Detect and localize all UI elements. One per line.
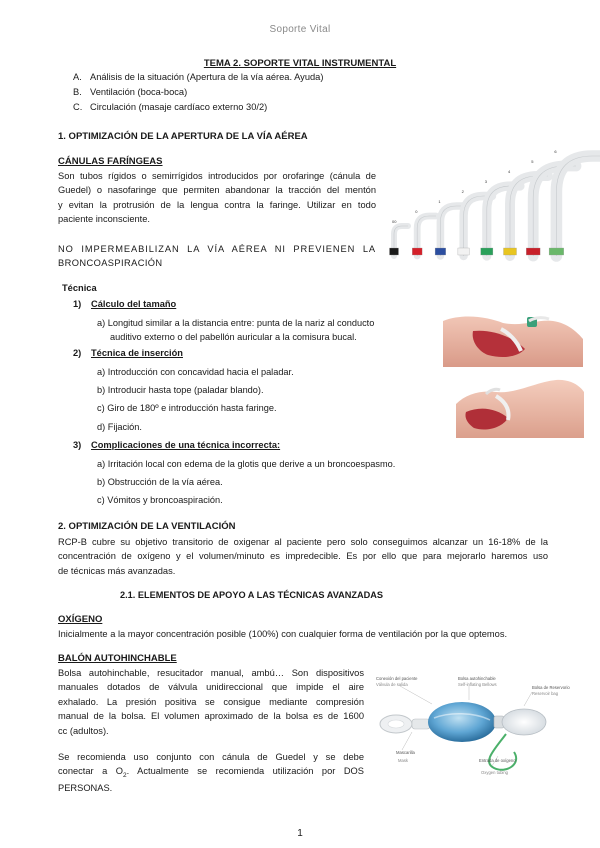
cannula-flange-3: [481, 248, 493, 255]
cannula-insertion-image-1: [443, 307, 583, 367]
cannula-flange-0: [412, 248, 422, 255]
cannula-number-00: 00: [392, 219, 397, 224]
step-3-heading: 3) Complicaciones de una técnica incorrecta:: [73, 440, 281, 450]
canulas-heading: CÁNULAS FARÍNGEAS: [58, 156, 163, 167]
cannula-flange-00: [390, 248, 399, 255]
cannula-flange-1: [435, 248, 446, 255]
warning-text: NO IMPERMEABILIZAN LA VÍA AÉREA NI PREVIENEN LA BRONCOASPIRACIÓN: [58, 244, 376, 269]
ambu-label-l1: Conexión del paciente: [376, 676, 418, 681]
ambu-label-b2: Mask: [398, 758, 409, 763]
cannula-flange-5: [526, 248, 540, 255]
step-1-item-a: a) Longitud similar a la distancia entre: punta de la nariz al conducto auditivo externo o del pabellón auricular a la comisura bucal.: [97, 318, 375, 343]
cannula-6: [556, 156, 600, 256]
oxigeno-heading: OXÍGENO: [58, 614, 103, 625]
balon-heading: BALÓN AUTOHINCHABLE: [58, 653, 177, 664]
cannula-number-2: 2: [461, 189, 464, 194]
guedel-cannulas-image: [388, 149, 578, 265]
ambu-label-b4: Oxygen tubing: [481, 770, 509, 775]
canulas-paragraph: Son tubos rígidos o semirrígidos introducidos por orofaringe (cánula de Guedel) o nasofaringe que permiten abandonar la tracción del mentón y evitan la protrusión de la lengua contra la faringe. Utilizar en todo paciente inconsciente.: [58, 171, 376, 225]
ambu-label-r3: Bolsa de Reservorio: [532, 685, 570, 690]
running-header: Soporte Vital: [269, 24, 331, 35]
tecnica-label: Técnica: [62, 283, 97, 293]
cannula-flange-2: [458, 248, 469, 255]
step-2-heading: 2) Técnica de inserción: [73, 348, 183, 358]
cannula-insertion-image-2: [456, 374, 584, 438]
page-title: TEMA 2. SOPORTE VITAL INSTRUMENTAL: [203, 58, 397, 69]
step-2-item-a: a) Introducción con concavidad hacia el paladar.: [97, 367, 294, 377]
step-2-item-d: d) Fijación.: [97, 422, 142, 432]
balon-paragraph-2: Se recomienda uso conjunto con cánula de Guedel y se debe conectar a $O_2$. Actualmente se recomienda utilización por DOS PERSONAS.: [58, 752, 364, 794]
step-3-item-b: b) Obstrucción de la vía aérea.: [97, 477, 223, 487]
ambu-label-b1: Mascarilla: [396, 750, 415, 755]
cannula-number-0: 0: [415, 209, 418, 214]
cannula-flange-6: [549, 248, 564, 255]
outline-item-b: B. Ventilación (boca-boca): [73, 87, 188, 97]
ambu-label-l2: Válvula de salida: [376, 682, 408, 687]
step-2-item-b: b) Introducir hasta tope (paladar blando).: [97, 385, 264, 395]
outline-item-c: C. Circulación (masaje cardíaco externo 30/2): [73, 102, 268, 112]
step-3-item-a: a) Irritación local con edema de la glotis que derive a un broncoespasmo.: [97, 459, 396, 469]
step-1-heading: 1) Cálculo del tamaño: [73, 299, 177, 309]
outline-item-a: A. Análisis de la situación (Apertura de la vía aérea. Ayuda): [73, 72, 324, 82]
section2-heading: 2. OPTIMIZACIÓN DE LA VENTILACIÓN: [58, 521, 236, 532]
step-3-item-c: c) Vómitos y broncoaspiración.: [97, 495, 223, 505]
cannula-number-5: 5: [531, 159, 534, 164]
ambu-label-r2: Self-inflating Bellows: [458, 682, 497, 687]
cannula-number-4: 4: [508, 169, 511, 174]
cannula-number-1: 1: [438, 199, 441, 204]
ambu-label-r1: Bolsa autohinchable: [458, 676, 496, 681]
cannula-number-6: 6: [554, 149, 557, 154]
ambu-label-r4: Reservoir bag: [532, 691, 559, 696]
ambu-bag-image: [374, 672, 579, 782]
balon-paragraph: Bolsa autohinchable, resucitador manual, ambú… Son dispositivos manuales dotados de válvula unidireccional que impide el aire exhalado. La presión positiva se consigue mediante compresión manual de la bolsa. El volumen aproximado de la bolsa es de 1600 cc (adultos).: [58, 668, 364, 736]
cannula-number-3: 3: [484, 179, 488, 184]
cannula-flange-4: [504, 248, 517, 255]
step-2-item-c: c) Giro de 180º e introducción hasta faringe.: [97, 403, 277, 413]
section1-heading: 1. OPTIMIZACIÓN DE LA APERTURA DE LA VÍA AÉREA: [58, 131, 308, 142]
page-number: 1: [297, 828, 303, 839]
section2-paragraph: RCP-B cubre su objetivo transitorio de oxigenar al paciente pero solo conseguimos alcanzar un 16-18% de la concentración de oxígeno y el volumen/minuto es impredecible. Es por ello que para mejorarlo haremos uso de técnicas más avanzadas.: [58, 537, 548, 576]
ambu-label-b3: Entrada de oxígeno: [479, 758, 516, 763]
subsection-heading: 2.1. ELEMENTOS DE APOYO A LAS TÉCNICAS AVANZADAS: [120, 590, 384, 600]
oxigeno-text: Inicialmente a la mayor concentración posible (100%) con cualquier forma de ventilación por la que optemos.: [58, 629, 508, 639]
